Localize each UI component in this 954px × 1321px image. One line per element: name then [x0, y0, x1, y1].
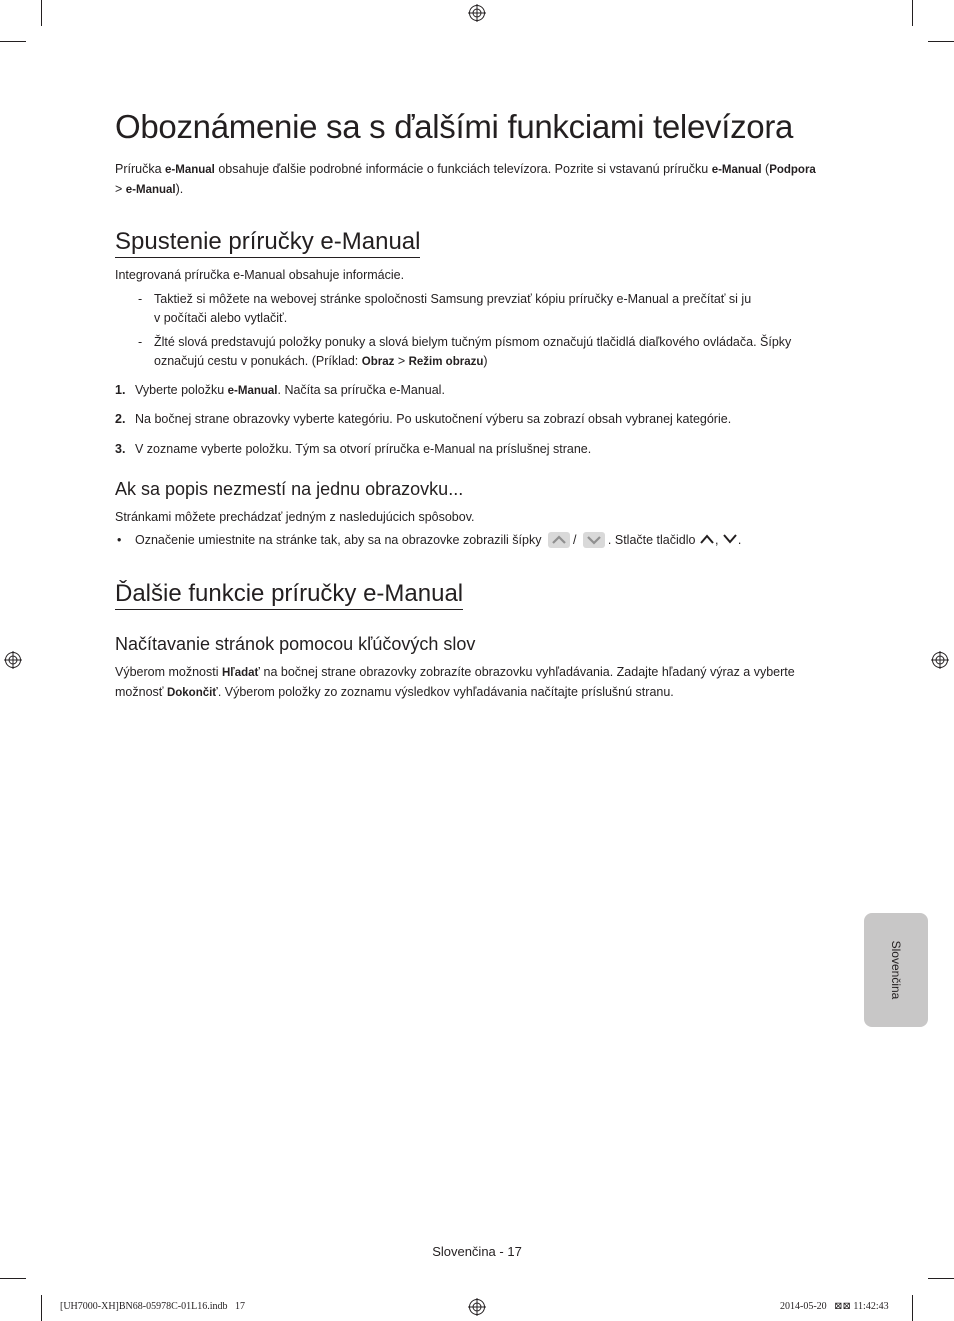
section-heading-dalsie: Ďalšie funkcie príručky e-Manual [115, 580, 463, 610]
step-item: 3. V zozname vyberte položku. Tým sa otvorí príručka e-Manual na príslušnej strane. [115, 442, 592, 456]
crop-mark [41, 0, 42, 26]
subheading-popis: Ak sa popis nezmestí na jednu obrazovku... [115, 479, 464, 499]
chevron-down-icon [722, 533, 738, 545]
registration-mark-icon [931, 651, 949, 669]
registration-mark-icon [468, 4, 486, 22]
section-heading-spustenie: Spustenie príručky e-Manual [115, 228, 420, 258]
bullet-item: • Označenie umiestnite na stránke tak, aby sa na obrazovke zobrazili šípky / . Stlačte tlačidlo , . [117, 533, 742, 547]
subsection-lead: Stránkami môžete prechádzať jedným z nasledujúcich spôsobov. [115, 510, 475, 524]
registration-mark-icon [4, 651, 22, 669]
crop-mark [0, 41, 26, 42]
page-title: Oboznámenie sa s ďalšími funkciami televízora [115, 108, 794, 145]
intro-paragraph: Príručka e-Manual obsahuje ďalšie podrobné informácie o funkciách televízora. Pozrite si vstavanú príručku e-Manual (Podpora > e-Manual). [115, 162, 816, 196]
crop-mark [912, 0, 913, 26]
print-file-info: [UH7000-XH]BN68-05978C-01L16.indb 17 [60, 1301, 245, 1312]
side-tab-label: Slovenčina [889, 940, 903, 1000]
registration-mark-icon [468, 1298, 486, 1316]
down-arrow-icon [583, 532, 605, 548]
language-side-tab [864, 913, 928, 1027]
crop-mark [0, 1278, 26, 1279]
crop-mark [928, 1278, 954, 1279]
note-item: - Žlté slová predstavujú položky ponuky a slová bielym tučným písmom označujú tlačidlá diaľkového ovládača. Šípky označujú cestu v ponukách. (Príklad: Obraz > Režim obrazu) [138, 335, 792, 368]
step-item: 1. Vyberte položku e-Manual. Načíta sa príručka e-Manual. [115, 383, 445, 397]
subheading-nacitavanie: Načítavanie stránok pomocou kľúčových slov [115, 634, 476, 654]
section1-lead: Integrovaná príručka e-Manual obsahuje informácie. [115, 268, 405, 282]
print-timestamp: 2014-05-20 ⊠⊠ 11:42:43 [780, 1301, 889, 1312]
page-number: Slovenčina - 17 [432, 1244, 522, 1259]
crop-mark [928, 41, 954, 42]
note-item: - Taktiež si môžete na webovej stránke spoločnosti Samsung prevziať kópiu príručky e-Manual a prečítať si ju v počítači alebo vytlačiť. [138, 292, 752, 325]
crop-mark [912, 1295, 913, 1321]
up-arrow-icon [548, 532, 570, 548]
chevron-up-icon [699, 533, 715, 545]
crop-mark [41, 1295, 42, 1321]
section2-paragraph: Výberom možnosti Hľadať na bočnej strane obrazovky zobrazíte obrazovku vyhľadávania. Zadajte hľadaný výraz a vyberte možnosť Dokončiť. Výberom položky zo zoznamu výsledkov vyhľadávania načítajte príslušnú stranu. [115, 665, 795, 699]
step-item: 2. Na bočnej strane obrazovky vyberte kategóriu. Po uskutočnení výberu sa zobrazí obsah vybranej kategórie. [115, 412, 732, 426]
